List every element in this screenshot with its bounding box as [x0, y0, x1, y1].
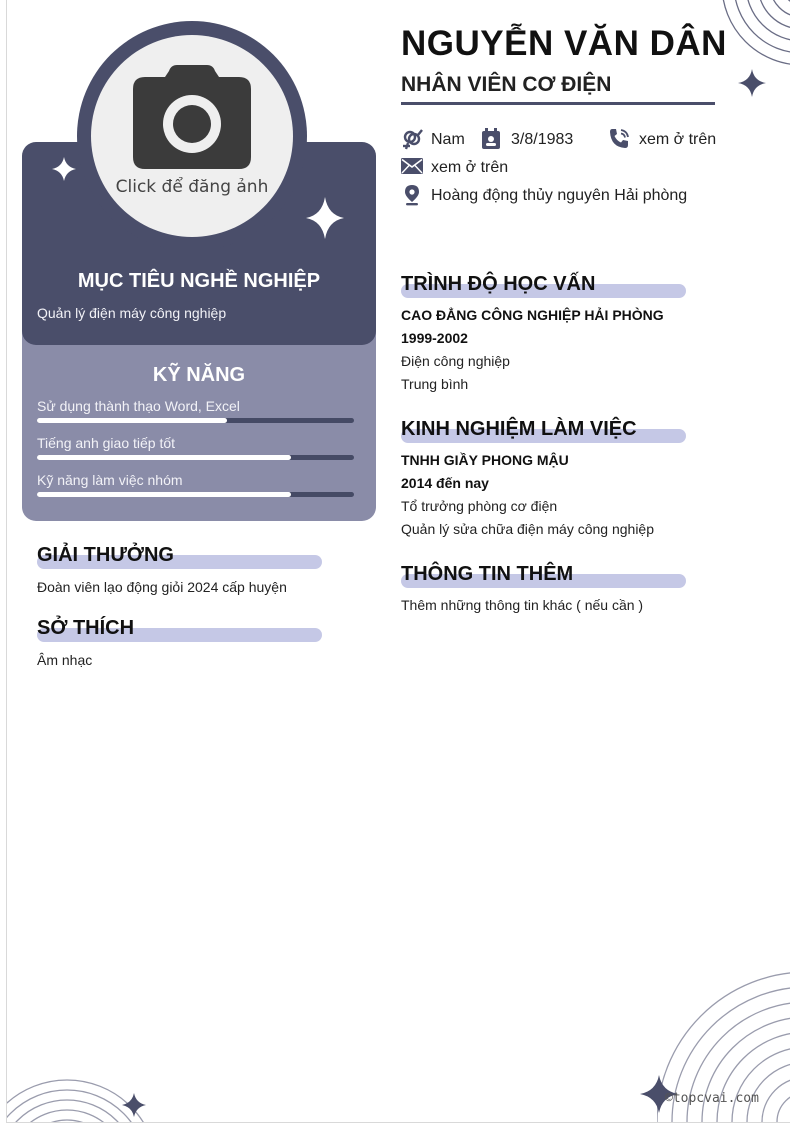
education-major: Điện công nghiệp: [401, 353, 510, 369]
email-icon: [401, 158, 423, 174]
candidate-name: NGUYỄN VĂN DÂN: [401, 24, 727, 63]
skill-label: Tiếng anh giao tiếp tốt: [37, 435, 176, 451]
camera-icon: [131, 63, 253, 169]
sparkle-icon: [737, 68, 767, 98]
objective-title: MỤC TIÊU NGHỀ NGHIỆP: [77, 270, 321, 292]
education-years: 1999-2002: [401, 330, 468, 346]
experience-company: TNHH GIẦY PHONG MẬU: [401, 452, 569, 468]
email-value: xem ở trên: [431, 159, 509, 176]
avatar-upload[interactable]: [91, 35, 293, 237]
extra-title: THÔNG TIN THÊM: [401, 563, 574, 585]
candidate-role: NHÂN VIÊN CƠ ĐIỆN: [401, 73, 612, 96]
sparkle-icon: [121, 1092, 147, 1118]
skill-bar: [37, 418, 354, 423]
education-school: CAO ĐẲNG CÔNG NGHIỆP HẢI PHÒNG: [401, 307, 664, 323]
skill-label: Kỹ năng làm việc nhóm: [37, 472, 183, 488]
sparkle-icon: [305, 196, 345, 240]
skill-bar-fill: [37, 492, 291, 497]
skill-bar-fill: [37, 418, 227, 423]
experience-duty: Quản lý sửa chữa điện máy công nghiệp: [401, 521, 655, 537]
hobbies-title: SỞ THÍCH: [37, 617, 135, 639]
calendar-icon: [481, 128, 501, 150]
sparkle-icon: [51, 156, 77, 182]
skill-label: Sử dụng thành thạo Word, Excel: [37, 398, 240, 414]
hobbies-text: Âm nhạc: [37, 652, 93, 668]
avatar-label: Click để đăng ảnh: [115, 177, 269, 197]
role-divider: [401, 102, 715, 105]
birthday-value: 3/8/1983: [511, 131, 574, 148]
location-pin-icon: [403, 184, 421, 206]
skills-title: KỸ NĂNG: [152, 364, 246, 386]
watermark: ©topcvai.com: [665, 1091, 759, 1106]
skill-bar: [37, 492, 354, 497]
objective-text: Quản lý điện máy công nghiệp: [37, 305, 227, 321]
experience-title: KINH NGHIỆM LÀM VIỆC: [401, 418, 637, 440]
gender-icon: [401, 128, 423, 150]
cv-page: [6, 0, 790, 1123]
gender-value: Nam: [431, 131, 465, 148]
education-title: TRÌNH ĐỘ HỌC VẤN: [401, 273, 596, 295]
education-grade: Trung bình: [401, 376, 469, 392]
experience-period: 2014 đến nay: [401, 475, 489, 491]
skill-bar-fill: [37, 455, 291, 460]
address-value: Hoàng động thủy nguyên Hải phòng: [431, 187, 688, 204]
awards-title: GIẢI THƯỞNG: [37, 544, 174, 566]
phone-icon: [607, 127, 631, 151]
experience-position: Tổ trưởng phòng cơ điện: [401, 498, 558, 514]
skill-bar: [37, 455, 354, 460]
extra-text: Thêm những thông tin khác ( nếu cần ): [401, 597, 644, 613]
phone-value: xem ở trên: [639, 131, 717, 148]
awards-text: Đoàn viên lạo động giỏi 2024 cấp huyện: [37, 579, 287, 595]
